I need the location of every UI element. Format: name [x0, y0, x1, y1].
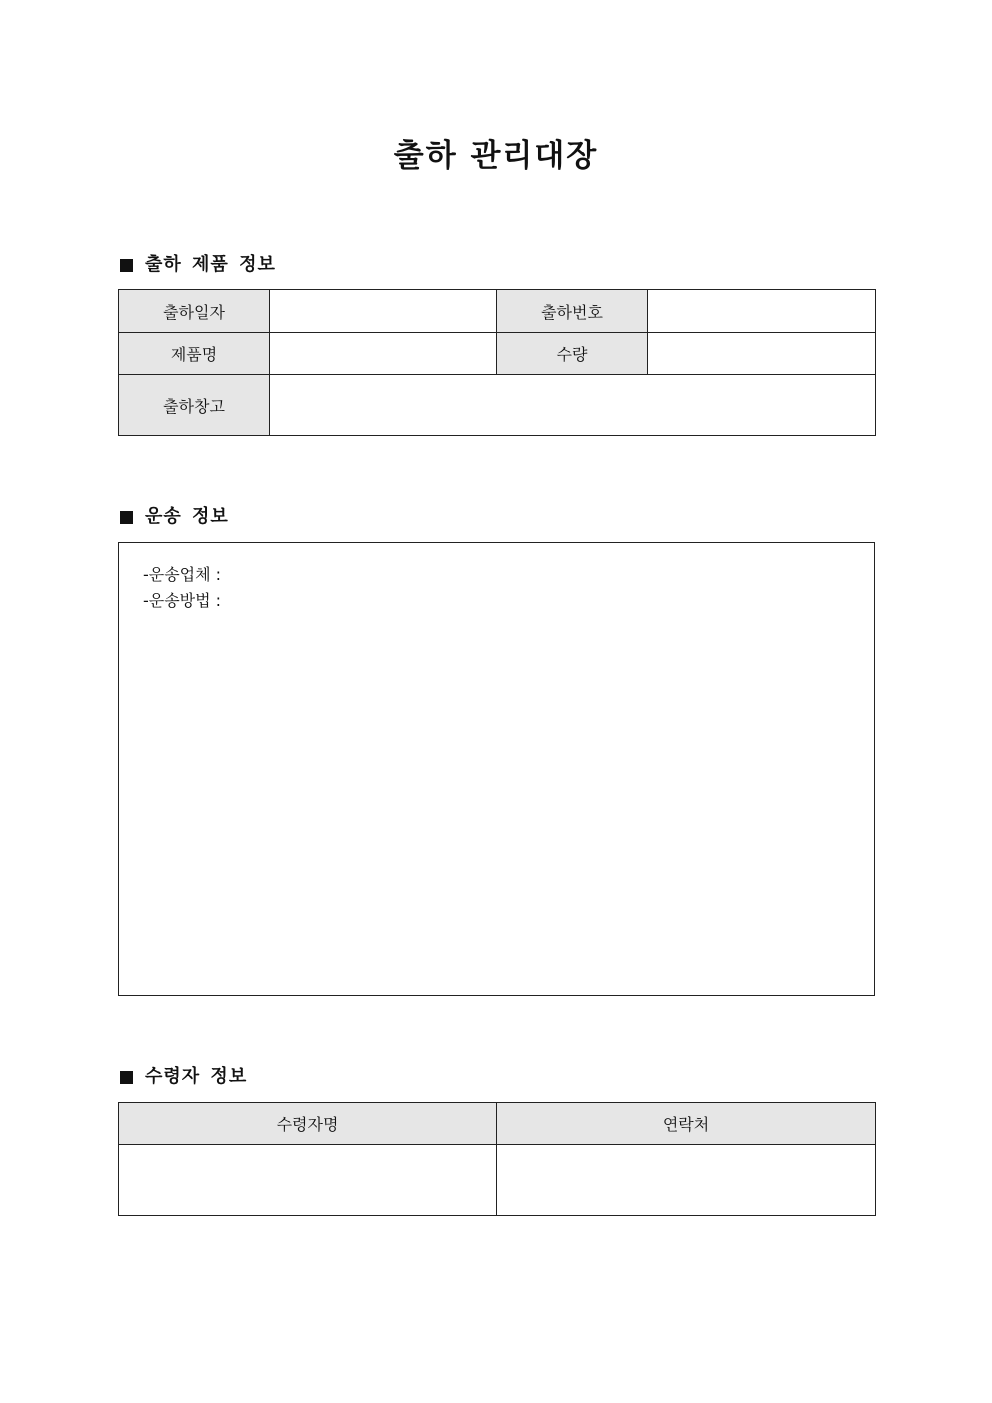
ship-warehouse-field[interactable]: [270, 375, 876, 436]
recipient-section-heading: [120, 1065, 247, 1089]
ship-date-field[interactable]: [270, 290, 497, 333]
contact-header: 연락처: [497, 1103, 876, 1145]
carrier-line: -운송업체 :: [143, 565, 222, 584]
recipient-info-table: [118, 1102, 876, 1216]
transport-info-box[interactable]: [118, 542, 875, 996]
contact-field[interactable]: [497, 1145, 876, 1216]
table-row: [119, 1145, 876, 1216]
shipping-method-line: -운송방법 :: [143, 591, 222, 610]
ship-warehouse-label: 출하창고: [119, 375, 270, 436]
recipient-name-header: 수령자명: [119, 1103, 497, 1145]
transport-section-heading: [120, 505, 229, 529]
square-bullet-icon: [120, 1071, 133, 1084]
quantity-label: 수량: [497, 333, 648, 375]
product-name-label: 제품명: [119, 333, 270, 375]
table-row: [119, 333, 876, 375]
ship-number-field[interactable]: [648, 290, 876, 333]
recipient-section-title: 수령자 정보: [145, 1066, 248, 1087]
product-info-table: [118, 289, 876, 436]
product-section-title: 출하 제품 정보: [145, 254, 276, 275]
transport-section-title: 운송 정보: [145, 506, 229, 527]
recipient-name-field[interactable]: [119, 1145, 497, 1216]
product-section-heading: [120, 253, 276, 277]
ship-number-label: 출하번호: [497, 290, 648, 333]
square-bullet-icon: [120, 259, 133, 272]
table-row: [119, 290, 876, 333]
square-bullet-icon: [120, 511, 133, 524]
quantity-field[interactable]: [648, 333, 876, 375]
product-name-field[interactable]: [270, 333, 497, 375]
table-row: [119, 375, 876, 436]
ship-date-label: 출하일자: [119, 290, 270, 333]
page-title: 출하 관리대장: [393, 138, 599, 174]
table-row: [119, 1103, 876, 1145]
